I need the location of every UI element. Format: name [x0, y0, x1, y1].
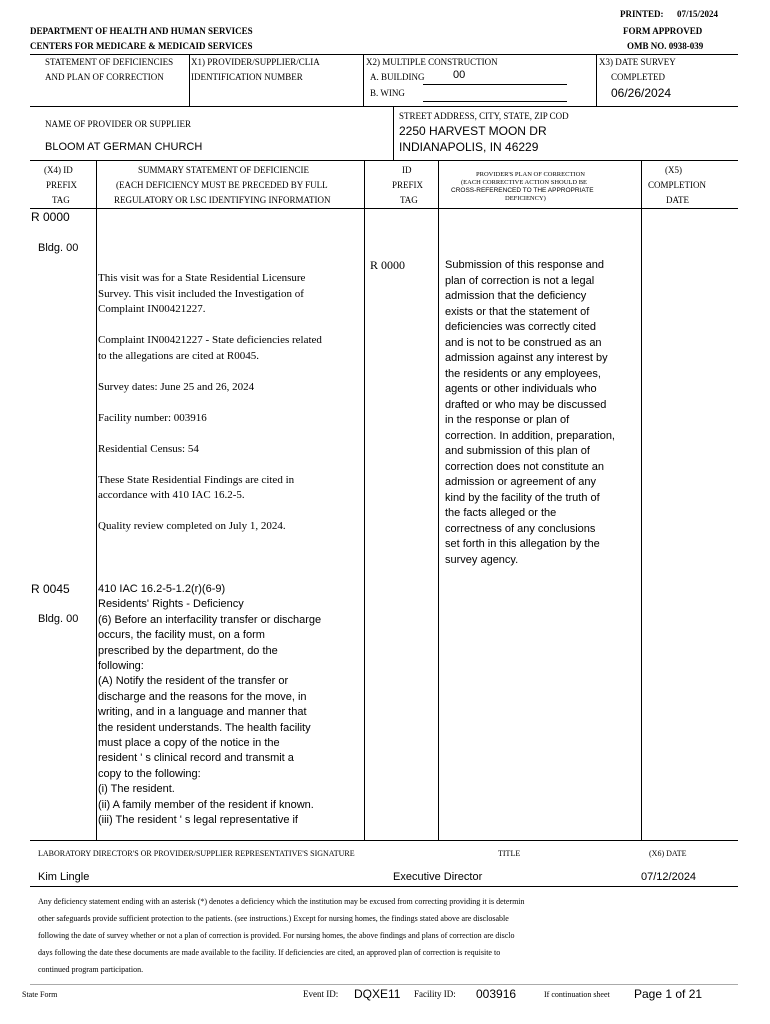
plan-tag-r0000: R 0000	[370, 258, 406, 272]
summary-header: SUMMARY STATEMENT OF DEFICIENCIE	[138, 165, 310, 175]
facility-id-label: Facility ID:	[414, 989, 456, 999]
id-header: ID	[402, 165, 412, 175]
plan-header-2: (EACH CORRECTIVE ACTION SHOULD BE	[461, 179, 588, 186]
department-title: DEPARTMENT OF HEALTH AND HUMAN SERVICES	[30, 26, 253, 36]
plan-correction-text: Submission of this response and plan of correction is not a legal admission that the deficiency exists or that the statement of deficiencies was correctly cited and is not to be construed as an admission against any interest by the residents or any employees, agents or other individuals who drafted or who may be discussed in the response or plan of correction. In addition, preparation, and submission of this plan of correction does not constitute an admission or agreement of any kind by the facility of the truth of the facts alleged or the correctness of any conclusions set forth in this allegation by the survey agency.	[445, 259, 615, 566]
rule	[393, 106, 394, 160]
plan-header-4: DEFICIENCY)	[505, 195, 546, 202]
rule	[438, 160, 439, 840]
rule	[30, 840, 738, 841]
id-header-3: TAG	[400, 195, 418, 205]
tag-r0045: R 0045	[31, 582, 70, 596]
page-number: Page 1 of 21	[634, 987, 703, 1001]
plan-header: PROVIDER'S PLAN OF CORRECTION	[476, 171, 585, 178]
printed-label: PRINTED:	[620, 9, 664, 19]
provider-name-value: BLOOM AT GERMAN CHURCH	[45, 141, 203, 153]
date-label: (X6) DATE	[649, 849, 687, 858]
rule	[96, 160, 97, 840]
plan-header-3: CROSS-REFERENCED TO THE APPROPRIATE	[451, 187, 594, 194]
wing-underline	[423, 101, 567, 102]
id-header-2: PREFIX	[392, 180, 424, 190]
form-approved: FORM APPROVED	[623, 26, 703, 36]
rule	[30, 208, 738, 209]
x4-header: (X4) ID	[44, 165, 73, 175]
date-survey-value: 06/26/2024	[611, 86, 672, 100]
date-survey-label: X3) DATE SURVEY	[599, 57, 676, 67]
rule	[364, 160, 365, 840]
statement-label-2: AND PLAN OF CORRECTION	[45, 72, 164, 82]
title-label: TITLE	[498, 849, 521, 858]
rule	[363, 54, 364, 106]
summary-header-2: (EACH DEFICIENCY MUST BE PRECEDED BY FULL	[116, 180, 328, 190]
event-id-label: Event ID:	[303, 989, 339, 999]
rule	[30, 886, 738, 887]
rule	[30, 106, 738, 107]
completed-label: COMPLETED	[611, 72, 665, 82]
multiple-construction-label: X2) MULTIPLE CONSTRUCTION	[366, 57, 498, 67]
rule	[596, 54, 597, 106]
rule	[641, 160, 642, 840]
facility-id-value: 003916	[476, 987, 517, 1001]
disclaimer-text: Any deficiency statement ending with an asterisk (*) denotes a deficiency which the institution may be excused from correcting providing it is determin other safeguards provide sufficient protection to the patients. (see instructions.) Except for nursing homes, the findings stated above are disclosable following the date of survey whether or not a plan of correction is provided. For nursing homes, the above findings and plans of correction are disclo days following the date these documents are made available to the facility. If deficiencies are cited, an approved plan of correction is requisite to continued program participation.	[38, 897, 525, 974]
address-line-2: INDIANAPOLIS, IN 46229	[399, 140, 539, 154]
signature-date: 07/12/2024	[641, 871, 697, 883]
omb-number: OMB NO. 0938-039	[627, 41, 704, 51]
provider-id-label-2: IDENTIFICATION NUMBER	[191, 72, 303, 82]
centers-title: CENTERS FOR MEDICARE & MEDICAID SERVICES	[30, 41, 253, 51]
x4-header-2: PREFIX	[46, 180, 78, 190]
signature-label: LABORATORY DIRECTOR'S OR PROVIDER/SUPPLIER REPRESENTATIVE'S SIGNATURE	[38, 849, 355, 858]
x5-header-2: COMPLETION	[648, 180, 706, 190]
wing-label: B. WING	[370, 88, 405, 98]
rule	[30, 984, 738, 985]
building-label: A. BUILDING	[370, 72, 425, 82]
rule	[30, 160, 738, 161]
event-id-value: DQXE11	[354, 987, 401, 1001]
building-tag-1: Bldg. 00	[38, 242, 79, 254]
signature-title: Executive Director	[393, 871, 483, 883]
summary-text-2: 410 IAC 16.2-5-1.2(r)(6-9) Residents' Rights - Deficiency (6) Before an interfacility transfer or discharge occurs, the facility must, on a form prescribed by the department, do the following: (A) Notify the resident of the transfer or discharge and the reasons for the move, in writing, and in a language and manner that the resident understands. The health facility must place a copy of the notice in the resident ' s clinical record and transmit a copy to the following: (i) The resident. (ii) A family member of the resident if known. (iii) The resident ' s legal representative if	[98, 583, 322, 827]
x4-header-3: TAG	[52, 195, 70, 205]
signature-name: Kim Lingle	[38, 871, 90, 883]
summary-text-1: This visit was for a State Residential Licensure Survey. This visit included the Investigation of Complaint IN00421227. Complaint IN00421227 - State deficiencies related to the allegations are cited at R0045. Survey dates: June 25 and 26, 2024 Facility number: 003916 Residential Census: 54 These State Residential Findings are cited in accordance with 410 IAC 16.2-5. Quality review completed on July 1, 2024.	[98, 272, 322, 532]
building-value: 00	[453, 69, 466, 81]
statement-label: STATEMENT OF DEFICIENCIES	[45, 57, 174, 67]
provider-id-label: X1) PROVIDER/SUPPLIER/CLIA	[191, 57, 320, 67]
rule	[30, 54, 738, 55]
building-underline	[423, 84, 567, 85]
x5-header: (X5)	[665, 165, 682, 175]
provider-name-label: NAME OF PROVIDER OR SUPPLIER	[45, 119, 192, 129]
printed-date: 07/15/2024	[677, 9, 719, 19]
building-tag-2: Bldg. 00	[38, 613, 79, 625]
continuation-label: If continuation sheet	[544, 990, 610, 999]
address-line-1: 2250 HARVEST MOON DR	[399, 124, 547, 138]
tag-r0000: R 0000	[31, 210, 70, 224]
rule	[189, 54, 190, 106]
address-label: STREET ADDRESS, CITY, STATE, ZIP COD	[399, 111, 569, 121]
state-form-label: State Form	[22, 990, 58, 999]
summary-header-3: REGULATORY OR LSC IDENTIFYING INFORMATION	[114, 195, 331, 205]
x5-header-3: DATE	[666, 195, 689, 205]
